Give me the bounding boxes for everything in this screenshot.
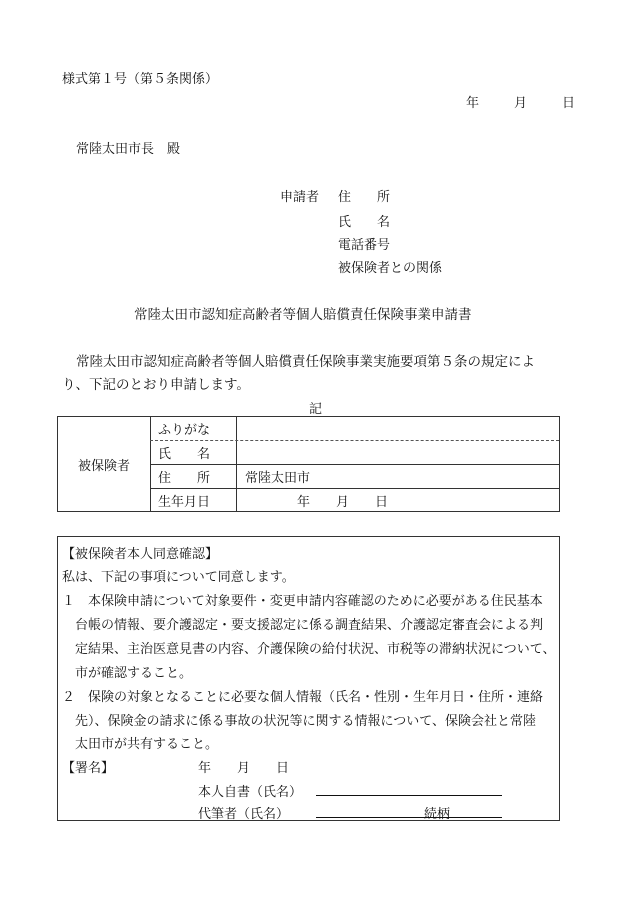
applicant-label: 申請者 — [280, 190, 320, 205]
consent-item1-line1: １ 本保険申請について対象要件・変更申請内容確認のために必要がある住民基本 — [62, 594, 543, 609]
consent-box — [57, 536, 560, 821]
signature-date: 年 月 日 — [198, 761, 290, 776]
table-row — [150, 441, 559, 465]
self-signature-line[interactable] — [316, 795, 502, 796]
furigana-value[interactable] — [237, 417, 559, 440]
proxy-signature-line[interactable] — [316, 817, 502, 818]
date-month: 月 — [514, 96, 528, 111]
self-signature-label: 本人自書（氏名） — [198, 785, 303, 800]
intro-line-2: り、下記のとおり申請します。 — [62, 377, 250, 393]
signature-label: 【署名】 — [62, 761, 115, 776]
table-row — [150, 417, 559, 441]
consent-item1-line2: 台帳の情報、要介護認定・要支援認定に係る調査結果、介護認定審査会による判 — [75, 618, 544, 633]
consent-item2-line1: ２ 保険の対象となることに必要な個人情報（氏名・性別・生年月日・住所・連絡 — [62, 690, 544, 705]
date-day: 日 — [562, 96, 576, 111]
applicant-address: 住 所 — [338, 190, 391, 205]
consent-item2-line2: 先）、保険金の請求に係る事故の状況等に関する情報について、保険会社と常陸 — [75, 714, 536, 729]
insured-label: 被保険者 — [58, 417, 151, 511]
consent-heading: 【被保険者本人同意確認】 — [62, 547, 219, 562]
consent-item1-line3: 定結果、主治医意見書の内容、介護保険の給付状況、市税等の滞納状況について、 — [75, 642, 556, 657]
document-title: 常陸太田市認知症高齢者等個人賠償責任保険事業申請書 — [134, 307, 472, 323]
relation-label: 続柄 — [424, 807, 451, 822]
table-row — [150, 465, 559, 489]
table-row — [150, 489, 559, 511]
birthdate-value[interactable]: 年 月 日 — [297, 494, 389, 510]
date-year: 年 — [466, 96, 480, 111]
applicant-relationship: 被保険者との関係 — [338, 261, 443, 276]
address-value[interactable]: 常陸太田市 — [245, 471, 311, 486]
applicant-phone: 電話番号 — [338, 238, 391, 253]
insured-table — [57, 416, 560, 512]
intro-line-1: 常陸太田市認知症高齢者等個人賠償責任保険事業実施要項第５条の規定によ — [76, 354, 535, 370]
ki-heading: 記 — [309, 402, 323, 417]
addressee: 常陸太田市長 殿 — [76, 142, 181, 157]
consent-item1-line4: 市が確認すること。 — [75, 666, 193, 681]
applicant-name: 氏 名 — [338, 215, 391, 230]
furigana-header: ふりがな — [150, 417, 237, 440]
name-value[interactable] — [237, 441, 559, 464]
proxy-signature-label: 代筆者（氏名） — [198, 807, 290, 822]
name-header: 氏 名 — [150, 441, 237, 464]
consent-lead: 私は、下記の事項について同意します。 — [62, 570, 295, 585]
birthdate-header: 生年月日 — [150, 489, 237, 511]
consent-item2-line3: 太田市が共有すること。 — [75, 737, 219, 752]
form-number: 様式第１号（第５条関係） — [62, 72, 219, 87]
address-header: 住 所 — [150, 465, 237, 488]
